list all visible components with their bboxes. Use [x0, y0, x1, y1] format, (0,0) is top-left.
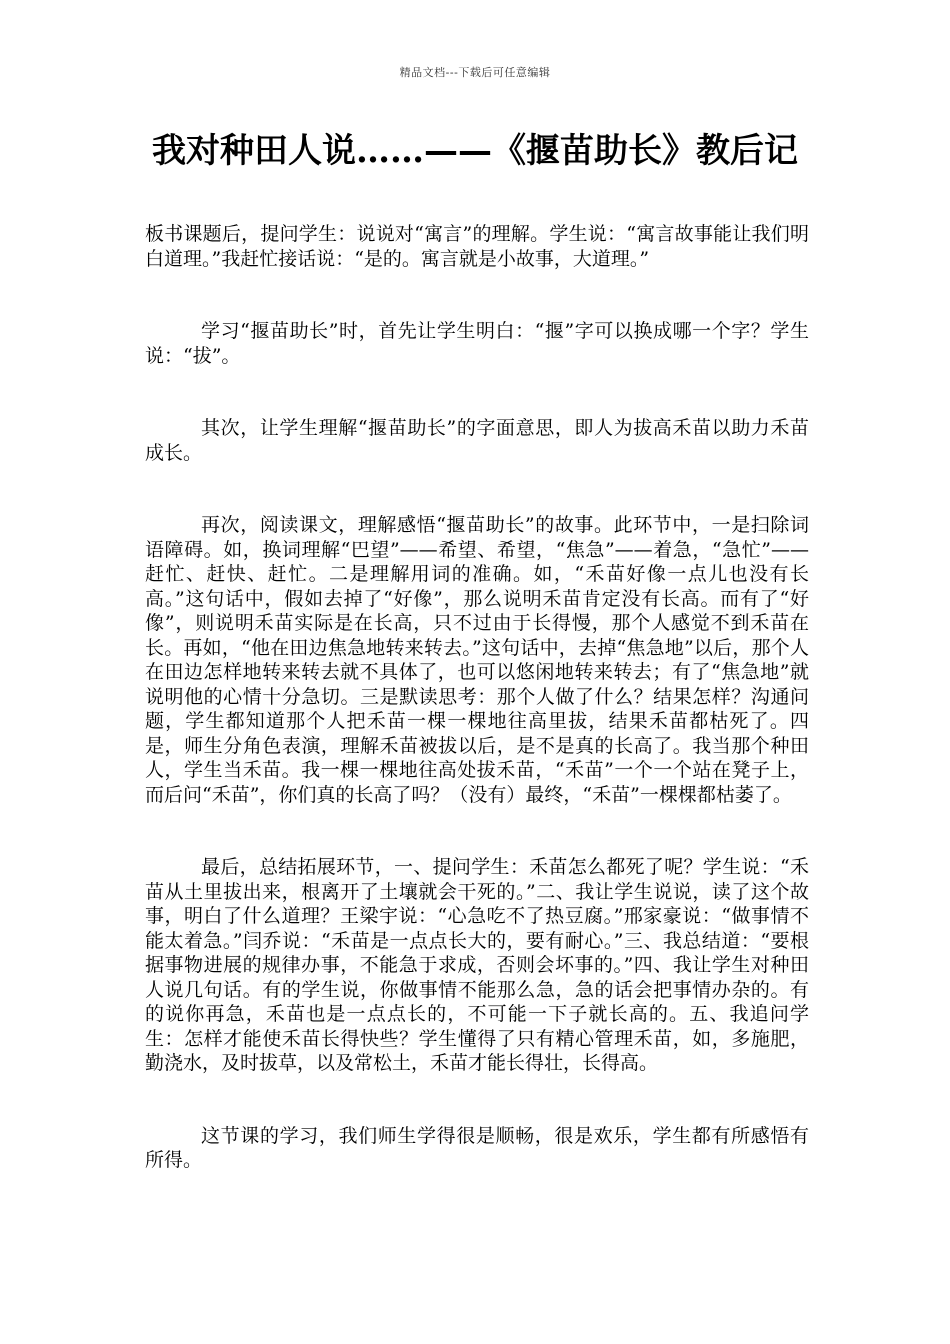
paragraph-intro: 板书课题后，提问学生：说说对“寓言”的理解。学生说：“寓言故事能让我们明白道理。”我赶忙接话说：“是的。寓言就是小故事，大道理。” — [145, 223, 809, 270]
document-body — [145, 222, 809, 1173]
document-title: 我对种田人说……——《揠苗助长》教后记 — [152, 131, 798, 171]
paragraph-first-step: 学习“揠苗助长”时，首先让学生明白：“揠”字可以换成哪一个字？学生说：“拔”。 — [145, 320, 809, 367]
paragraph-conclusion: 这节课的学习，我们师生学得很是顺畅，很是欢乐，学生都有所感悟有所得。 — [145, 1124, 809, 1171]
page-header-note: 精品文档---下载后可任意编辑 — [399, 66, 551, 79]
paragraph-second-step: 其次，让学生理解“揠苗助长”的字面意思，即人为拔高禾苗以助力禾苗成长。 — [145, 417, 809, 464]
paragraph-third-step: 再次，阅读课文，理解感悟“揠苗助长”的故事。此环节中，一是扫除词语障碍。如，换词理解“巴望”——希望、希望，“焦急”——着急，“急忙”——赶忙、赶快、赶忙。二是理解用词的准确。如，“禾苗好像一点儿也没有长高。”这句话中，假如去掉了“好像”，那么说明禾苗肯定没有长高。而有了“好像”，则说明禾苗实际是在长高，只不过由于长得慢，那个人感觉不到禾苗在长。再如，“他在田边焦急地转来转去。”这句话中，去掉“焦急地”以后，那个人在田边怎样地转来转去就不具体了，也可以悠闲地转来转去；有了“焦急地”就说明他的心情十分急切。三是默读思考：那个人做了什么？结果怎样？沟通问题，学生都知道那个人把禾苗一棵一棵地往高里拔，结果禾苗都枯死了。四是，师生分角色表演，理解禾苗被拔以后，是不是真的长高了。我当那个种田人，学生当禾苗。我一棵一棵地往高处拔禾苗，“禾苗”一个一个站在凳子上，而后问“禾苗”，你们真的长高了吗？（没有）最终，“禾苗”一棵棵都枯萎了。 — [145, 514, 809, 806]
paragraph-final-step: 最后，总结拓展环节，一、提问学生：禾苗怎么都死了呢？学生说：“禾苗从土里拔出来，根离开了土壤就会干死的。”二、我让学生说说，读了这个故事，明白了什么道理？王梁宇说：“心急吃不了热豆腐。”邢家豪说：“做事情不能太着急。”闫乔说：“禾苗是一点点长大的，要有耐心。”三、我总结道：“要根据事物进展的规律办事，不能急于求成，否则会坏事的。”四、我让学生对种田人说几句话。有的学生说，你做事情不能那么急，急的话会把事情办杂的。有的说你再急，禾苗也是一点点长的，不可能一下子就长高的。五、我追问学生：怎样才能使禾苗长得快些？学生懂得了只有精心管理禾苗，如，多施肥，勤浇水，及时拔草，以及常松土，禾苗才能长得壮，长得高。 — [145, 856, 809, 1074]
